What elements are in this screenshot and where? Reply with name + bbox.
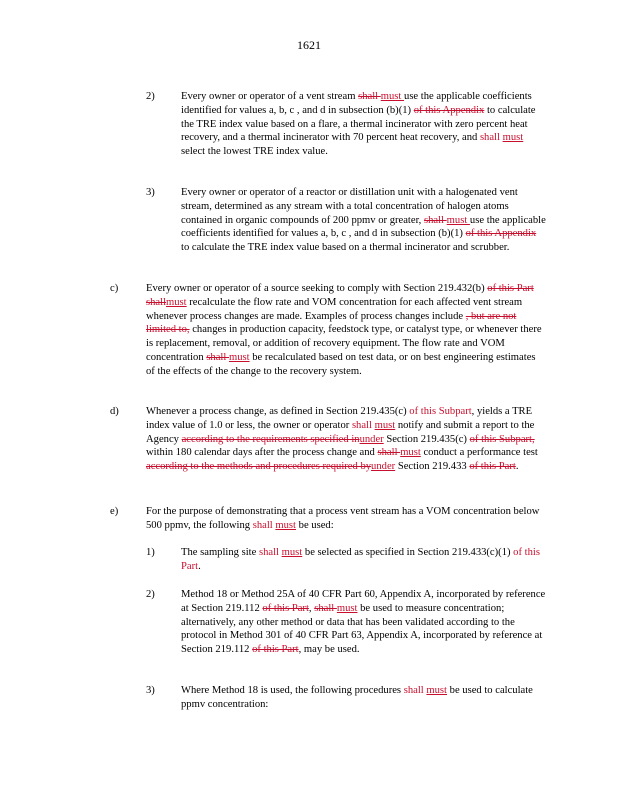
item-label: e)	[110, 506, 119, 517]
item-label: 1)	[146, 547, 155, 558]
page-number: 1621	[297, 38, 321, 52]
text-run: be used to measure concentration; alternatively, any other method or data that has been validated according to the protocol in Method 301 of 40 CFR Part 63, Appendix A, incorporated by reference at Section 219.112	[181, 602, 543, 656]
deleted-text: shall	[314, 602, 337, 614]
deleted-text: of this Part	[469, 461, 516, 473]
deleted-text: according to the methods and procedures required by	[146, 461, 372, 473]
paragraph	[146, 282, 546, 379]
text-run: ,	[308, 602, 315, 614]
inserted-text: shall	[258, 547, 282, 558]
text-run: Every owner or operator of a reactor or distillation unit with a halogenated vent stream, determined as any stream with a total concentration of halogen atoms contained in organic compounds of 200 ppmv or greater,	[181, 187, 518, 226]
text-run: select the lowest TRE index value.	[181, 146, 328, 158]
text-run: Section 219.435(c)	[383, 433, 470, 445]
text-run: For the purpose of demonstrating that a process vent stream has a VOM concentration below 500 ppmv, the following	[146, 506, 540, 531]
inserted-text: under	[371, 461, 396, 473]
text-run: within 180 calendar days after the process change and	[146, 447, 378, 459]
text-run: , yields a TRE index value of 1.0 or less, the owner or operator	[146, 406, 533, 431]
paragraph	[181, 588, 546, 657]
paragraph	[146, 505, 546, 533]
deleted-text: shall	[206, 351, 229, 363]
inserted-text: must	[336, 602, 358, 614]
inserted-text: must	[228, 351, 250, 363]
deleted-text: of this Part	[262, 602, 309, 614]
inserted-text: must	[400, 447, 421, 459]
paragraph	[181, 684, 546, 712]
deleted-text: shall	[423, 214, 447, 226]
text-run: changes in production capacity, feedstock type, or catalyst type, or whenever there is replacement, removal, or addition of recovery equipment. The flow rate and VOM concentration	[146, 324, 542, 363]
paragraph	[181, 186, 546, 255]
text-run: Every owner or operator of a vent stream	[181, 91, 359, 102]
deleted-text: of this Part	[252, 644, 299, 656]
deleted-text: of this Part	[487, 283, 534, 294]
inserted-text: must	[281, 547, 303, 558]
text-run: to calculate the TRE index value based on a thermal incinerator and scrubber.	[181, 242, 510, 254]
text-run: The sampling site	[181, 547, 259, 558]
inserted-text: must	[275, 519, 296, 531]
text-run: use the applicable coefficients identified for values a, b, c , and d in subsection (b)(1)	[181, 214, 546, 240]
deleted-text: shall	[146, 296, 167, 308]
text-run: be used to calculate ppmv concentration:	[181, 685, 533, 710]
item-label: 2)	[146, 589, 155, 600]
deleted-text: of this Subpart,	[469, 433, 535, 445]
text-run: Every owner or operator of a source seeking to comply with Section 219.432(b)	[146, 283, 488, 294]
inserted-text: shall	[351, 419, 375, 431]
item-label: c)	[110, 283, 119, 294]
inserted-text: must	[380, 91, 405, 102]
inserted-text: of this Subpart	[409, 406, 472, 417]
deleted-text: shall	[377, 447, 401, 459]
item-label: 2)	[146, 91, 155, 102]
paragraph	[146, 405, 546, 474]
item-label: d)	[110, 406, 119, 417]
text-run: be recalculated based on test data, or on best engineering estimates of the effects of the change to the recovery system.	[146, 351, 536, 377]
inserted-text: of this Part	[181, 547, 540, 572]
inserted-text: shall	[252, 519, 276, 531]
text-run: to calculate the TRE index value based on a flare, a thermal incinerator with zero percent heat recovery, and a thermal incinerator with 70 percent heat recovery, and	[181, 104, 536, 144]
deleted-text: of this Appendix	[465, 228, 537, 240]
deleted-text: according to the requirements specified in	[181, 433, 360, 445]
deleted-text: , but are not limited to,	[146, 310, 517, 336]
text-run: be selected as specified in Section 219.433(c)(1)	[302, 547, 514, 558]
deleted-text: shall	[358, 91, 381, 102]
inserted-text: must	[166, 296, 187, 308]
text-run: Where Method 18 is used, the following procedures	[181, 685, 404, 696]
item-label: 3)	[146, 187, 155, 198]
text-run: , may be used.	[298, 644, 360, 656]
text-run: recalculate the flow rate and VOM concentration for each affected vent stream whenever process changes are made. Examples of process changes include	[146, 296, 523, 322]
inserted-text: must	[446, 214, 470, 226]
inserted-text: must	[426, 685, 447, 696]
item-label: 3)	[146, 685, 155, 696]
paragraph	[181, 90, 546, 159]
text-run: Section 219.433	[395, 461, 470, 473]
inserted-text: shall	[403, 685, 427, 696]
text-run: conduct a performance test	[420, 447, 538, 459]
text-run: use the applicable coefficients identified for values a, b, c , and d in subsection (b)(1)	[181, 91, 532, 116]
inserted-text: under	[359, 433, 384, 445]
text-run: .	[198, 560, 201, 572]
paragraph	[181, 546, 546, 574]
text-run: Whenever a process change, as defined in Section 219.435(c)	[146, 406, 410, 417]
text-run: be used:	[296, 519, 334, 531]
text-run: .	[515, 461, 519, 473]
text-run: Method 18 or Method 25A of 40 CFR Part 60, Appendix A, incorporated by reference at Section 219.112	[181, 589, 546, 614]
inserted-text: must	[502, 132, 524, 144]
deleted-text: of this Appendix	[413, 104, 485, 116]
text-run: notify and submit a report to the Agency	[146, 419, 535, 445]
inserted-text: must	[374, 419, 396, 431]
inserted-text: shall	[479, 132, 503, 144]
